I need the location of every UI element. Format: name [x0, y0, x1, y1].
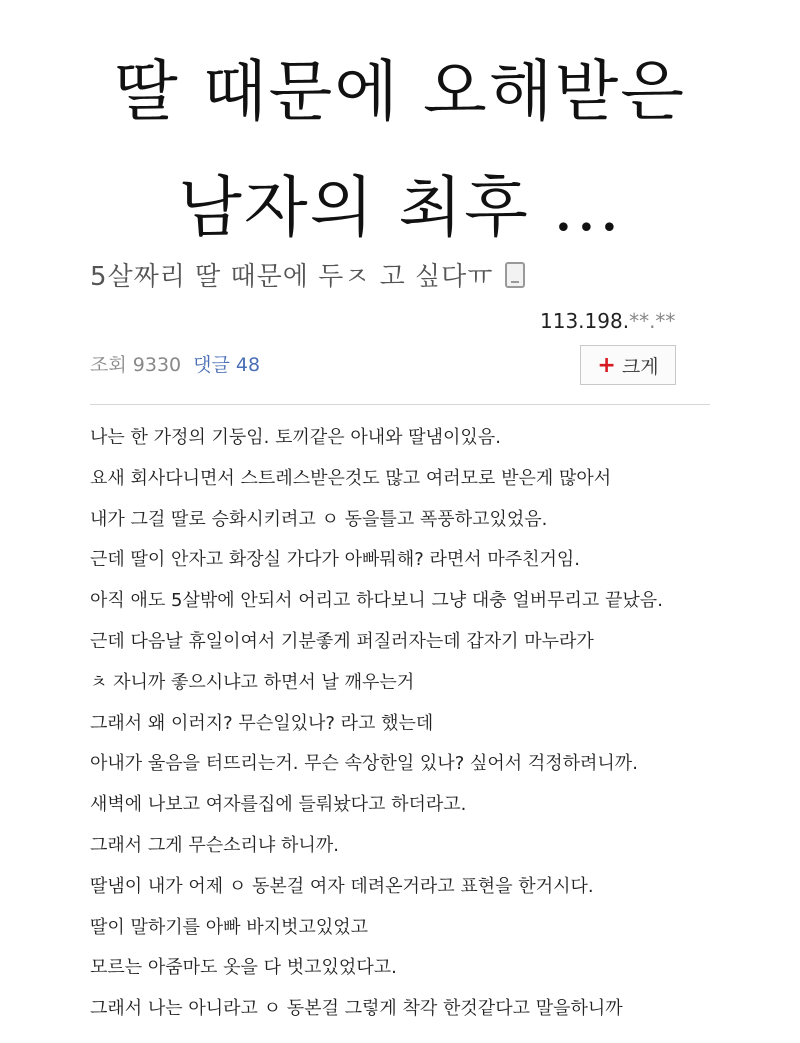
post-title[interactable] [90, 256, 525, 293]
body-line: 새벽에 나보고 여자를집에 들뤄놨다고 하더라고. [90, 794, 467, 816]
headline-line-2: 남자의 최후 ... [178, 169, 622, 246]
body-line: 아직 애도 5살밖에 안되서 어리고 하다보니 그냥 대충 얼버무리고 끝났음. [90, 590, 663, 612]
post-meta [90, 350, 260, 377]
body-line: 그래서 그게 무슨소리냐 하니까. [90, 834, 339, 856]
view-count-value: 9330 [132, 354, 182, 376]
body-line: 딸냄이 내가 어제 ㅇ 동본걸 여자 데려온거라고 표현을 한거시다. [90, 875, 594, 897]
comment-count-value: 48 [235, 354, 261, 376]
post-body [90, 418, 663, 1030]
body-line: 나는 한 가정의 기둥임. 토끼같은 아내와 딸냄이있음. [90, 427, 501, 448]
view-count-label: 조회 [90, 354, 127, 376]
body-line: 그래서 왜 이러지? 무슨일있나? 라고 했는데 [90, 712, 434, 734]
body-line: 그래서 나는 아니라고 ㅇ 동본걸 그렇게 착각 한것같다고 말을하니까 [90, 998, 623, 1020]
view-count [90, 350, 181, 377]
body-line: 아내가 울음을 터뜨리는거. 무슨 속상한일 있나? 싶어서 걱정하려니까. [90, 753, 638, 775]
body-line: 요새 회사다니면서 스트레스받은것도 많고 여러모로 받은게 많아서 [90, 467, 612, 489]
ip-masked: **.** [629, 309, 676, 333]
headline-line-1: 딸 때문에 오해받은 [113, 53, 686, 130]
comment-count-label: 댓글 [193, 354, 230, 376]
body-line: ㅊ 자니까 좋으시냐고 하면서 날 깨우는거 [90, 671, 415, 693]
body-line: 모르는 아줌마도 옷을 다 벗고있었다고. [90, 957, 397, 979]
body-line: 딸이 말하기를 아빠 바지벗고있었고 [90, 916, 368, 938]
ip-visible: 113.198. [540, 309, 630, 333]
divider [90, 404, 710, 405]
body-line: 근데 딸이 안자고 화장실 가다가 아빠뭐해? 라면서 마주친거임. [90, 549, 581, 571]
comment-count[interactable] [193, 350, 260, 377]
body-line: 내가 그걸 딸로 승화시키려고 ㅇ 동을틀고 폭풍하고있었음. [90, 508, 548, 530]
mobile-phone-icon [505, 262, 525, 288]
enlarge-text-button[interactable] [580, 345, 676, 385]
enlarge-label: 크게 [621, 355, 659, 378]
post-title-text: 5살짜리 딸 때문에 두ㅈ 고 싶다ㅠ [90, 262, 494, 292]
author-ip [540, 309, 675, 333]
body-line: 근데 다음날 휴일이여서 기분좋게 퍼질러자는데 갑자기 마누라가 [90, 630, 594, 652]
plus-icon: + [597, 352, 616, 378]
